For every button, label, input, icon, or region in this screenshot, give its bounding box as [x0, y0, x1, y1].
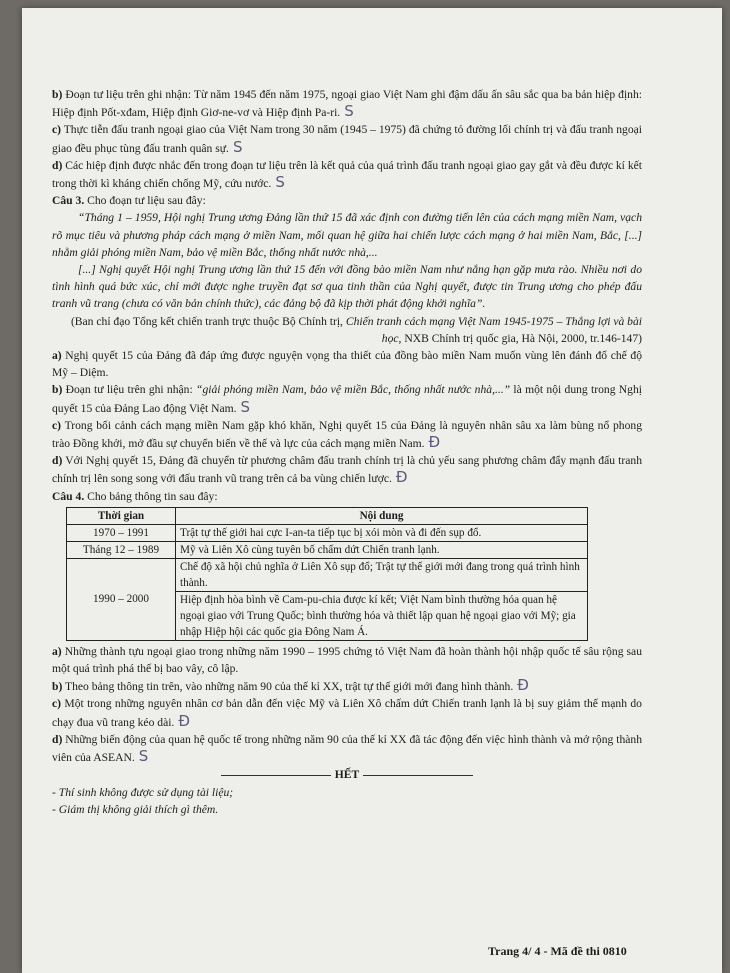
- q2-item-c: c) Thực tiễn đấu tranh ngoại giao của Việt Nam trong 30 năm (1945 – 1975) đã chứng tỏ đường lối chính trị và đấu tranh ngoại giao đều phục tùng đấu tranh quân sự. S: [52, 123, 642, 156]
- q4-item-b: b) Theo bảng thông tin trên, vào những năm 90 của thế kỉ XX, trật tự thế giới mới đang hình thành. Ð: [52, 676, 529, 695]
- table-cell-time: 1970 – 1991: [67, 524, 176, 541]
- exam-note: - Giám thị không giải thích gì thêm.: [52, 802, 219, 816]
- table-cell-time: Tháng 12 – 1989: [67, 541, 176, 558]
- table-cell-content: Mỹ và Liên Xô cùng tuyên bố chấm dứt Chiến tranh lạnh.: [176, 541, 588, 558]
- handwritten-mark: S: [275, 173, 285, 192]
- table-header: Nội dung: [176, 507, 588, 524]
- q3-heading: Câu 3. Cho đoạn tư liệu sau đây:: [52, 194, 206, 208]
- q2-item-d: d) Các hiệp định được nhắc đến trong đoạn tư liệu trên là kết quả của quá trình đấu tranh ngoại giao gay gắt và đều được kí kết trong thời kì kháng chiến chống Mỹ, cứu nước. S: [52, 158, 642, 192]
- end-marker: HẾT: [52, 766, 642, 783]
- q4-item-d: d) Những biến động của quan hệ quốc tế trong những năm 90 của thế kỉ XX đã tác động đến việc hình thành và mở rộng thành viên của ASEAN. S: [52, 732, 643, 766]
- table-header: Thời gian: [67, 507, 176, 524]
- handwritten-mark: Ð: [178, 711, 190, 730]
- exam-paper: [22, 8, 722, 973]
- q3-source: (Ban chỉ đạo Tổng kết chiến tranh trực thuộc Bộ Chính trị, Chiến tranh cách mạng Việt Nam 1945-1975 – Thắng lợi và bài học, NXB Chính trị quốc gia, Hà Nội, 2000, tr.146-147): [70, 314, 642, 345]
- handwritten-mark: S: [232, 137, 243, 156]
- q3-quote-1: “Tháng 1 – 1959, Hội nghị Trung ương Đảng lần thứ 15 đã xác định con đường tiến lên của cách mạng miền Nam, vạch rõ mục tiêu và phương pháp cách mạng ở miền Nam, mối quan hệ giữa hai chiến lược cách mạng ở hai miền Nam, Bắc, [...] nhằm giải phóng miền Nam, bảo vệ miền Bắc, thống nhất nước nhà,...: [52, 211, 642, 259]
- table-header-row: [67, 507, 588, 524]
- q2-item-b: b) Đoạn tư liệu trên ghi nhận: Từ năm 1945 đến năm 1975, ngoại giao Việt Nam ghi đậm dấu ấn sâu sắc qua ba bản hiệp định: Hiệp định Pốt-xđam, Hiệp định Giơ-ne-vơ và Hiệp định Pa-ri. S: [52, 88, 642, 121]
- q3-item-b: b) Đoạn tư liệu trên ghi nhận: “giải phóng miền Nam, bảo vệ miền Bắc, thống nhất nước nhà,...” là một nội dung trong Nghị quyết 15 của Đảng Lao động Việt Nam. S: [52, 383, 642, 416]
- handwritten-mark: S: [240, 397, 251, 416]
- handwritten-mark: Ð: [428, 433, 441, 452]
- table-row: [67, 524, 588, 541]
- q4-heading: Câu 4. Cho bảng thông tin sau đây:: [52, 489, 218, 503]
- handwritten-mark: S: [138, 747, 149, 766]
- q4-item-c: c) Một trong những nguyên nhân cơ bản dẫn đến việc Mỹ và Liên Xô chấm dứt Chiến tranh lạnh là bị suy giảm thế mạnh do chạy đua vũ trang kéo dài. Ð: [52, 697, 642, 730]
- exam-content: [52, 86, 642, 818]
- q3-quote-2: [...] Nghị quyết Hội nghị Trung ương lần thứ 15 đến với đồng bào miền Nam như nắng hạn gặp mưa rào. Nhiều nơi do tình hình quá bức xúc, chỉ mới được nghe truyền đạt sơ qua tinh thần của Nghị quyết, được tin Trung ương cho phép đấu tranh vũ trang (chưa có văn bản chính thức), các đảng bộ đã kịp thời phát động khởi nghĩa”.: [52, 263, 642, 311]
- q3-item-d: d) Với Nghị quyết 15, Đảng đã chuyển từ phương châm đấu tranh chính trị là chủ yếu sang phương châm đẩy mạnh đấu tranh chính trị lên song song với đấu tranh vũ trang trên cả ba vùng chiến lược. Ð: [52, 454, 642, 487]
- table-cell-content: Chế độ xã hội chủ nghĩa ở Liên Xô sụp đổ; Trật tự thế giới mới đang trong quá trình hình thành.: [176, 558, 588, 591]
- handwritten-mark: S: [344, 102, 354, 121]
- table-cell-time: 1990 – 2000: [67, 558, 176, 640]
- info-table: [66, 507, 588, 641]
- handwritten-mark: Ð: [395, 468, 408, 487]
- table-row: [67, 558, 588, 591]
- table-cell-content: Trật tự thế giới hai cực I-an-ta tiếp tục bị xói mòn và đi đến sụp đổ.: [176, 524, 588, 541]
- exam-note: - Thí sinh không được sử dụng tài liệu;: [52, 785, 234, 799]
- table-row: [67, 541, 588, 558]
- handwritten-mark: Ð: [517, 676, 529, 695]
- table-cell-content: Hiệp định hòa bình về Cam-pu-chia được kí kết; Việt Nam bình thường hóa quan hệ ngoại giao với Trung Quốc; bình thường hóa và thiết lập quan hệ ngoại giao với Mỹ; gia nhập Hiệp hội các quốc gia Đông Nam Á.: [176, 591, 588, 640]
- page-footer: Trang 4/ 4 - Mã đề thi 0810: [488, 944, 627, 958]
- q3-item-a: a) Nghị quyết 15 của Đảng đã đáp ứng được nguyện vọng tha thiết của đồng bào miền Nam muốn vùng lên đánh đổ chế độ Mỹ – Diệm.: [52, 349, 642, 380]
- q3-item-c: c) Trong bối cảnh cách mạng miền Nam gặp khó khăn, Nghị quyết 15 của Đảng là nguyên nhân sâu xa làm bùng nổ phong trào Đồng khởi, mở đầu sự chuyển biến về thế và lực của cách mạng miền Nam. Ð: [52, 418, 642, 452]
- q4-item-a: a) Những thành tựu ngoại giao trong những năm 1990 – 1995 chứng tỏ Việt Nam đã hoàn thành hội nhập quốc tế sâu rộng sau một quá trình phá thế bị bao vây, cô lập.: [52, 644, 642, 676]
